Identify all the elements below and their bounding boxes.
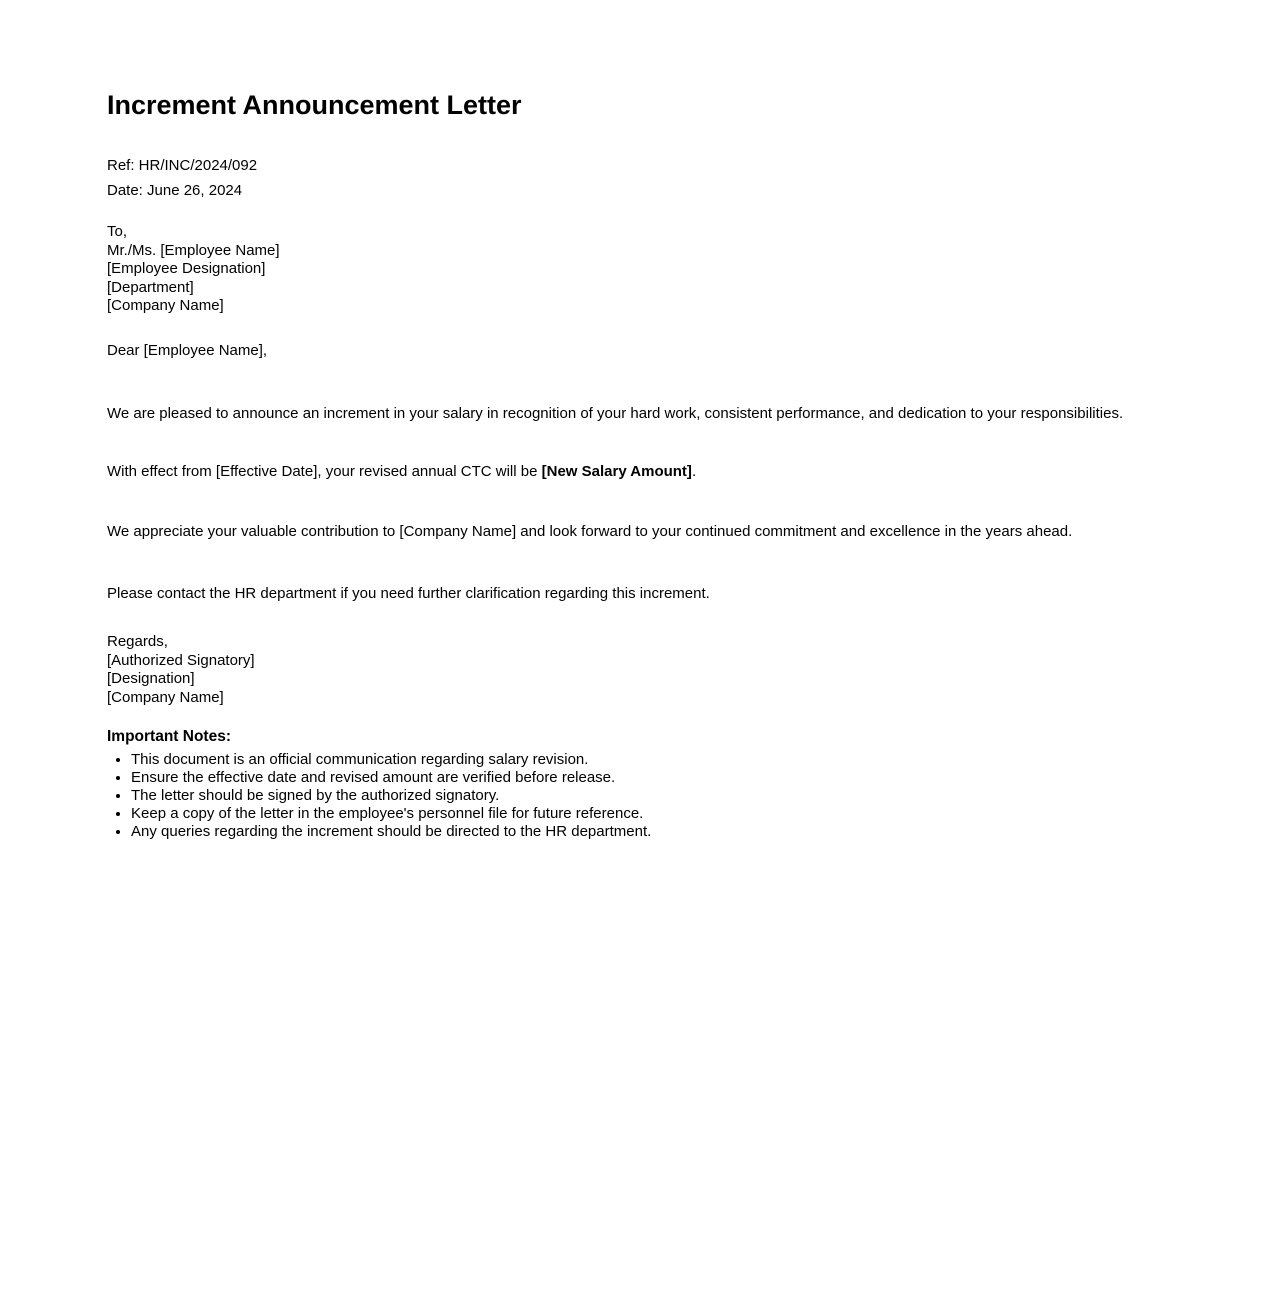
date-line: Date: June 26, 2024: [107, 182, 243, 199]
signature-block: [107, 633, 1171, 707]
signature-line: [Designation]: [107, 670, 195, 687]
paragraph-2-text: With effect from [Effective Date], your revised annual CTC will be: [107, 463, 542, 480]
note-item: • The letter should be signed by the authorized signatory.: [131, 787, 1171, 805]
recipient-line: Mr./Ms. [Employee Name]: [107, 241, 280, 259]
notes-list: [107, 751, 1171, 841]
page-title: Increment Announcement Letter: [107, 90, 522, 120]
paragraph-2-period: .: [691, 463, 697, 480]
letter-meta: [107, 153, 1171, 203]
recipient-line: [Department]: [107, 278, 194, 296]
recipient-line: [Employee Designation]: [107, 260, 266, 277]
recipient-line: [Company Name]: [107, 297, 224, 314]
note-item: • Keep a copy of the letter in the employee's personnel file for future reference.: [131, 805, 1171, 823]
body-paragraph-4: Please contact the HR department if you need further clarification regarding this increment.: [107, 585, 710, 602]
ref-line: Ref: HR/INC/2024/092: [107, 157, 258, 174]
salutation: Dear [Employee Name],: [107, 341, 268, 359]
signature-line: [Company Name]: [107, 688, 224, 706]
recipient-line: To,: [107, 223, 128, 240]
recipient-block: [107, 223, 1171, 316]
letter-content: [107, 90, 1171, 841]
note-item: • Ensure the effective date and revised amount are verified before release.: [131, 769, 1171, 787]
body-paragraph-2: [107, 458, 1171, 486]
signature-line: [Authorized Signatory]: [107, 651, 255, 669]
note-item: • Any queries regarding the increment should be directed to the HR department.: [131, 823, 1171, 841]
body-paragraph-1: We are pleased to announce an increment in your salary in recognition of your hard work, consistent performance, and dedication to your responsibilities.: [107, 405, 1124, 422]
new-salary-amount-placeholder: [New Salary Amount]: [541, 463, 692, 480]
note-item: • This document is an official communication regarding salary revision.: [131, 751, 1171, 769]
signature-line: Regards,: [107, 633, 168, 650]
notes-heading: Important Notes:: [107, 728, 231, 745]
body-paragraph-3: We appreciate your valuable contribution to [Company Name] and look forward to your continued commitment and excellence in the years ahead.: [107, 523, 1073, 540]
